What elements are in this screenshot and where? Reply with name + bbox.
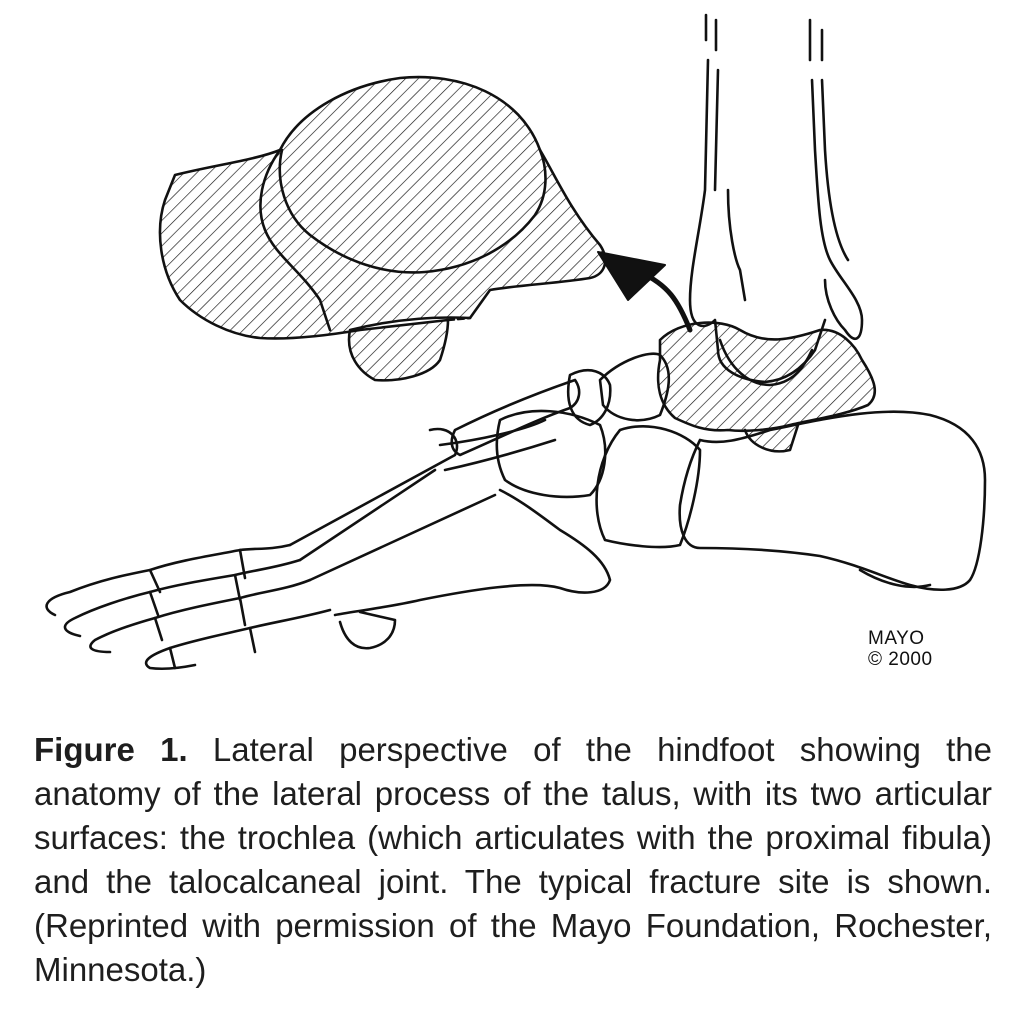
fracture-site-arrow [598,252,690,330]
talus-enlarged-detail [160,77,605,380]
talus-bone [658,323,875,431]
cuneiform-bones [497,370,611,497]
credit-org: MAYO [868,628,925,649]
figure-label: Figure 1. [34,731,188,768]
fibula-bone [810,20,862,339]
credit-year: © 2000 [868,649,933,670]
figure-caption [34,728,992,992]
caption-text: Lateral perspective of the hindfoot showing the anatomy of the lateral process of the talus, with its two articular surfaces: the trochlea (which articulates with the proximal fibula) and the talocalcaneal joint. The typical fracture site is shown. (Reprinted with permission of the Mayo Foundation, Rochester, Minnesota.) [34,731,993,988]
calcaneus-bone [680,412,985,590]
copyright-credit [868,628,933,670]
